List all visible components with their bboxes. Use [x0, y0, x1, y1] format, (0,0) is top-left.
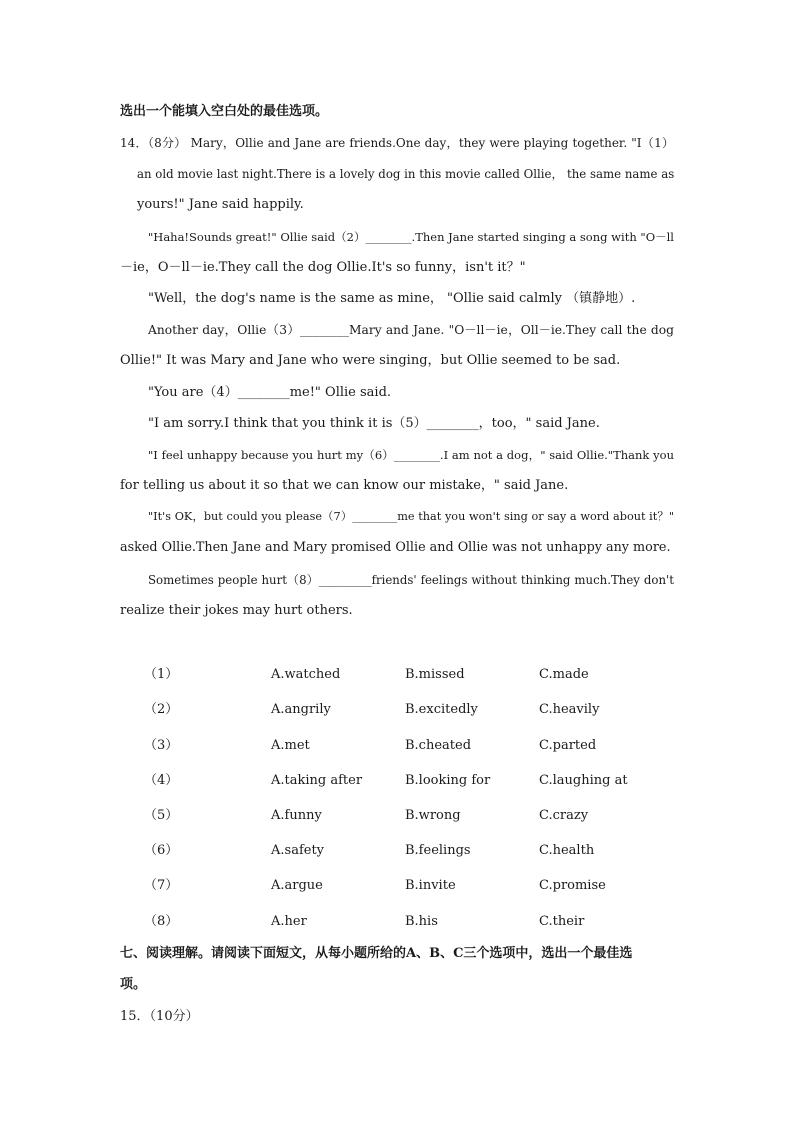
option-a: A.safety	[271, 843, 325, 858]
passage-line: asked Ollie.Then Jane and Mary promised Ollie and Ollie was not unhappy any more.	[120, 540, 671, 555]
option-number: （1）	[144, 667, 179, 682]
option-c: C.promise	[539, 878, 606, 893]
option-number: （5）	[144, 808, 179, 823]
option-a: A.her	[271, 914, 307, 929]
option-c: C.crazy	[539, 808, 589, 823]
option-b: B.missed	[405, 667, 465, 682]
passage-line: Another day，Ollie（3）________Mary and Jane. "O－ll－ie，Oll－ie.They call the dog	[148, 323, 674, 337]
passage-line: "Haha!Sounds great!" Ollie said（2）________.Then Jane started singing a song with "O－ll	[148, 230, 674, 244]
option-number: （4）	[144, 773, 179, 788]
option-a: A.watched	[271, 667, 341, 682]
passage-line: －ie，O－ll－ie.They call the dog Ollie.It's so funny，isn't it？"	[120, 260, 526, 275]
option-number: （8）	[144, 914, 179, 929]
option-b: B.cheated	[405, 738, 472, 753]
section-7-heading: 七、阅读理解。请阅读下面短文，从每小题所给的A、B、C三个选项中，选出一个最佳选	[120, 946, 633, 961]
option-c: C.made	[539, 667, 589, 682]
option-c: C.parted	[539, 738, 597, 753]
option-number: （7）	[144, 878, 179, 893]
option-c: C.their	[539, 914, 585, 929]
option-b: B.looking for	[405, 773, 491, 788]
passage-line: "You are（4）________me!" Ollie said.	[148, 385, 392, 400]
passage-line: "I am sorry.I think that you think it is（5）________，too，" said Jane.	[148, 416, 600, 431]
option-a: A.taking after	[271, 773, 363, 788]
option-c: C.laughing at	[539, 773, 628, 788]
passage-line: an old movie last night.There is a lovely dog in this movie called Ollie， the same name as	[137, 167, 675, 181]
passage-line: 14．（8分） Mary，Ollie and Jane are friends.One day，they were playing together. "I（1）	[120, 136, 674, 150]
section-7-heading-continued: 项。	[120, 977, 147, 992]
passage-line: for telling us about it so that we can know our mistake，" said Jane.	[120, 478, 569, 493]
option-c: C.health	[539, 843, 595, 858]
option-b: B.feelings	[405, 843, 471, 858]
instruction-text: 选出一个能填入空白处的最佳选项。	[120, 104, 329, 119]
question-15-header: 15．（10分）	[120, 1009, 199, 1024]
passage-line: "Well，the dog's name is the same as mine， "Ollie said calmly （镇静地）.	[148, 291, 636, 306]
option-b: B.invite	[405, 878, 456, 893]
passage-line: "I feel unhappy because you hurt my（6）________.I am not a dog，" said Ollie."Thank you	[148, 448, 674, 462]
option-b: B.his	[405, 914, 438, 929]
passage-line: realize their jokes may hurt others.	[120, 603, 353, 618]
option-a: A.funny	[271, 808, 322, 823]
passage-line: Ollie!" It was Mary and Jane who were singing，but Ollie seemed to be sad.	[120, 353, 621, 368]
option-a: A.met	[271, 738, 310, 753]
passage-line: "It's OK，but could you please（7）________me that you won't sing or say a word about it？"	[148, 510, 674, 523]
option-number: （6）	[144, 843, 179, 858]
option-a: A.argue	[271, 878, 323, 893]
option-a: A.angrily	[271, 702, 331, 717]
option-b: B.wrong	[405, 808, 461, 823]
option-number: （3）	[144, 738, 179, 753]
passage-line: yours!" Jane said happily.	[137, 197, 304, 212]
option-c: C.heavily	[539, 702, 600, 717]
option-b: B.excitedly	[405, 702, 478, 717]
passage-line: Sometimes people hurt（8）_________friends' feelings without thinking much.They don't	[148, 573, 674, 587]
option-number: （2）	[144, 702, 179, 717]
